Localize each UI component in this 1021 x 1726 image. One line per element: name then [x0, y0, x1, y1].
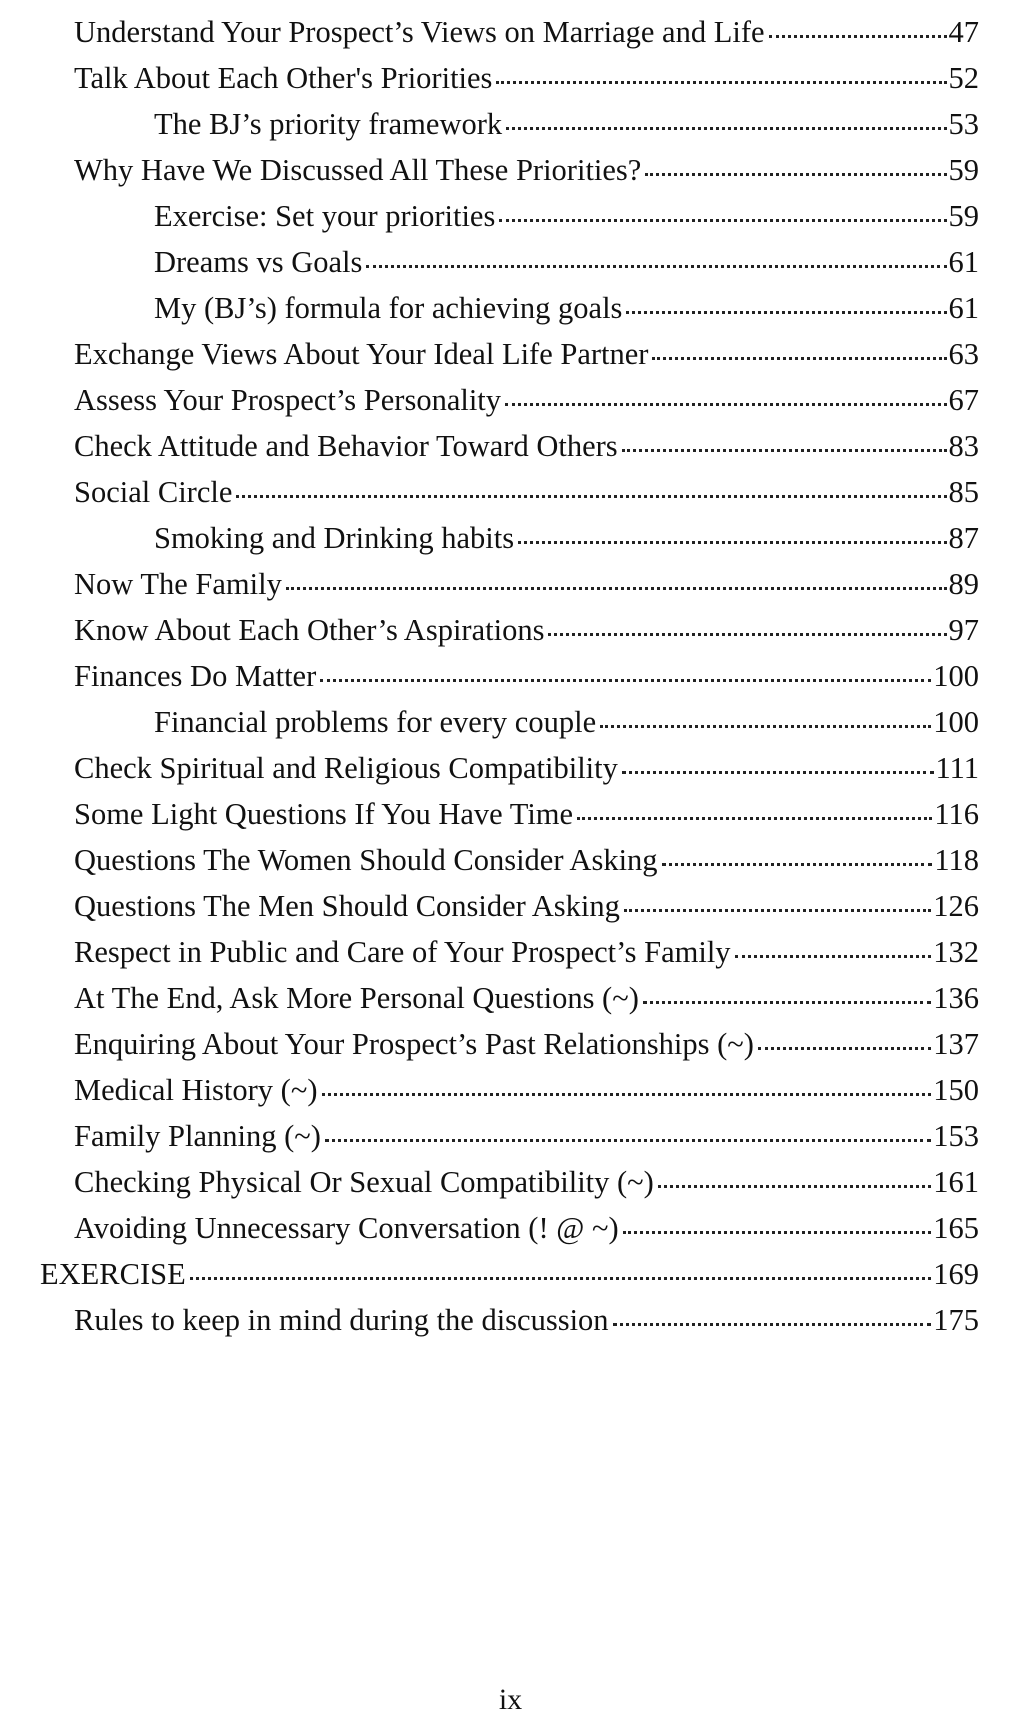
- toc-entry-title: Finances Do Matter: [74, 659, 317, 693]
- toc-entry-page: 153: [933, 1119, 979, 1153]
- toc-entry: [0, 101, 1021, 147]
- toc-entry-page: 59: [948, 153, 979, 187]
- toc-entry-title: Questions The Men Should Consider Asking: [74, 889, 620, 923]
- table-of-contents: [0, 9, 1021, 1343]
- toc-entry: [0, 975, 1021, 1021]
- toc-entry-title: Checking Physical Or Sexual Compatibility (~): [74, 1165, 654, 1199]
- dot-leader: [622, 771, 934, 774]
- toc-entry: [0, 837, 1021, 883]
- toc-entry-title: Assess Your Prospect’s Personality: [74, 383, 502, 417]
- dot-leader: [506, 127, 946, 130]
- toc-entry: [0, 1067, 1021, 1113]
- toc-entry-title: My (BJ’s) formula for achieving goals: [154, 291, 623, 325]
- toc-entry-page: 111: [935, 751, 979, 785]
- dot-leader: [190, 1277, 932, 1280]
- dot-leader: [769, 35, 947, 38]
- toc-entry-title: Check Attitude and Behavior Toward Others: [74, 429, 618, 463]
- dot-leader: [325, 1139, 931, 1142]
- toc-entry: [0, 469, 1021, 515]
- toc-entry: [0, 883, 1021, 929]
- toc-entry-page: 47: [948, 15, 979, 49]
- toc-entry: [0, 193, 1021, 239]
- dot-leader: [320, 679, 931, 682]
- toc-entry-page: 83: [948, 429, 979, 463]
- toc-entry: [0, 561, 1021, 607]
- toc-entry-title: Respect in Public and Care of Your Prospect’s Family: [74, 935, 731, 969]
- toc-entry: [0, 1297, 1021, 1343]
- dot-leader: [658, 1185, 931, 1188]
- toc-entry-title: Why Have We Discussed All These Priorities?: [74, 153, 642, 187]
- toc-entry: [0, 699, 1021, 745]
- toc-entry-page: 161: [933, 1165, 979, 1199]
- toc-entry-page: 118: [934, 843, 979, 877]
- page-number: ix: [498, 1683, 523, 1716]
- toc-entry: [0, 1113, 1021, 1159]
- toc-entry-title: Understand Your Prospect’s Views on Marriage and Life: [74, 15, 765, 49]
- toc-entry: [0, 147, 1021, 193]
- toc-entry-page: 89: [948, 567, 979, 601]
- dot-leader: [735, 955, 932, 958]
- toc-entry-page: 175: [933, 1303, 979, 1337]
- toc-entry: [0, 929, 1021, 975]
- toc-entry-page: 137: [933, 1027, 979, 1061]
- toc-entry: [0, 423, 1021, 469]
- dot-leader: [505, 403, 946, 406]
- toc-entry-title: Financial problems for every couple: [154, 705, 597, 739]
- toc-entry-title: Know About Each Other’s Aspirations: [74, 613, 545, 647]
- toc-entry-title: Questions The Women Should Consider Asking: [74, 843, 658, 877]
- dot-leader: [622, 449, 947, 452]
- toc-entry: [0, 607, 1021, 653]
- toc-entry-page: 100: [933, 705, 979, 739]
- dot-leader: [577, 817, 932, 820]
- toc-entry-title: Smoking and Drinking habits: [154, 521, 515, 555]
- toc-entry-title: EXERCISE: [40, 1257, 186, 1291]
- toc-entry-page: 52: [948, 61, 979, 95]
- toc-entry-title: Social Circle: [74, 475, 233, 509]
- toc-entry-page: 150: [933, 1073, 979, 1107]
- dot-leader: [322, 1093, 932, 1096]
- dot-leader: [613, 1323, 932, 1326]
- toc-entry-title: Medical History (~): [74, 1073, 318, 1107]
- toc-entry: [0, 1021, 1021, 1067]
- toc-entry-title: Dreams vs Goals: [154, 245, 363, 279]
- toc-entry-title: Exchange Views About Your Ideal Life Partner: [74, 337, 649, 371]
- toc-entry: [0, 55, 1021, 101]
- toc-entry-page: 132: [933, 935, 979, 969]
- toc-entry: [0, 653, 1021, 699]
- toc-entry: [0, 9, 1021, 55]
- toc-entry: [0, 331, 1021, 377]
- dot-leader: [652, 357, 946, 360]
- toc-entry-page: 165: [933, 1211, 979, 1245]
- dot-leader: [236, 495, 946, 498]
- dot-leader: [286, 587, 947, 590]
- toc-entry-page: 87: [948, 521, 979, 555]
- dot-leader: [624, 909, 931, 912]
- toc-entry: [0, 1159, 1021, 1205]
- toc-entry-title: Now The Family: [74, 567, 282, 601]
- toc-entry-page: 116: [934, 797, 979, 831]
- toc-entry-page: 97: [948, 613, 979, 647]
- toc-entry: [0, 377, 1021, 423]
- toc-entry-title: The BJ’s priority framework: [154, 107, 503, 141]
- dot-leader: [499, 219, 946, 222]
- dot-leader: [548, 633, 946, 636]
- toc-entry-title: Talk About Each Other's Priorities: [74, 61, 493, 95]
- toc-entry-page: 100: [933, 659, 979, 693]
- toc-entry: [0, 1251, 1021, 1297]
- toc-entry-page: 169: [933, 1257, 979, 1291]
- toc-entry-title: Rules to keep in mind during the discussion: [74, 1303, 609, 1337]
- toc-entry-title: Some Light Questions If You Have Time: [74, 797, 574, 831]
- toc-entry-page: 136: [933, 981, 979, 1015]
- dot-leader: [496, 81, 946, 84]
- toc-entry: [0, 1205, 1021, 1251]
- dot-leader: [600, 725, 931, 728]
- toc-entry: [0, 239, 1021, 285]
- toc-entry-title: At The End, Ask More Personal Questions (~): [74, 981, 639, 1015]
- dot-leader: [518, 541, 946, 544]
- toc-entry-page: 67: [948, 383, 979, 417]
- dot-leader: [662, 863, 933, 866]
- toc-entry-page: 63: [948, 337, 979, 371]
- toc-entry-title: Enquiring About Your Prospect’s Past Relationships (~): [74, 1027, 754, 1061]
- toc-entry-title: Check Spiritual and Religious Compatibility: [74, 751, 618, 785]
- dot-leader: [645, 173, 946, 176]
- toc-entry: [0, 285, 1021, 331]
- toc-entry-page: 61: [948, 291, 979, 325]
- dot-leader: [366, 265, 946, 268]
- toc-entry: [0, 745, 1021, 791]
- toc-entry-title: Exercise: Set your priorities: [154, 199, 496, 233]
- toc-entry-page: 59: [948, 199, 979, 233]
- toc-entry-page: 61: [948, 245, 979, 279]
- dot-leader: [643, 1001, 931, 1004]
- toc-entry: [0, 515, 1021, 561]
- toc-entry-title: Family Planning (~): [74, 1119, 321, 1153]
- dot-leader: [623, 1231, 932, 1234]
- toc-entry-title: Avoiding Unnecessary Conversation (! @ ~): [74, 1211, 619, 1245]
- toc-entry: [0, 791, 1021, 837]
- dot-leader: [626, 311, 946, 314]
- toc-entry-page: 53: [948, 107, 979, 141]
- dot-leader: [758, 1047, 931, 1050]
- toc-entry-page: 85: [948, 475, 979, 509]
- toc-entry-page: 126: [933, 889, 979, 923]
